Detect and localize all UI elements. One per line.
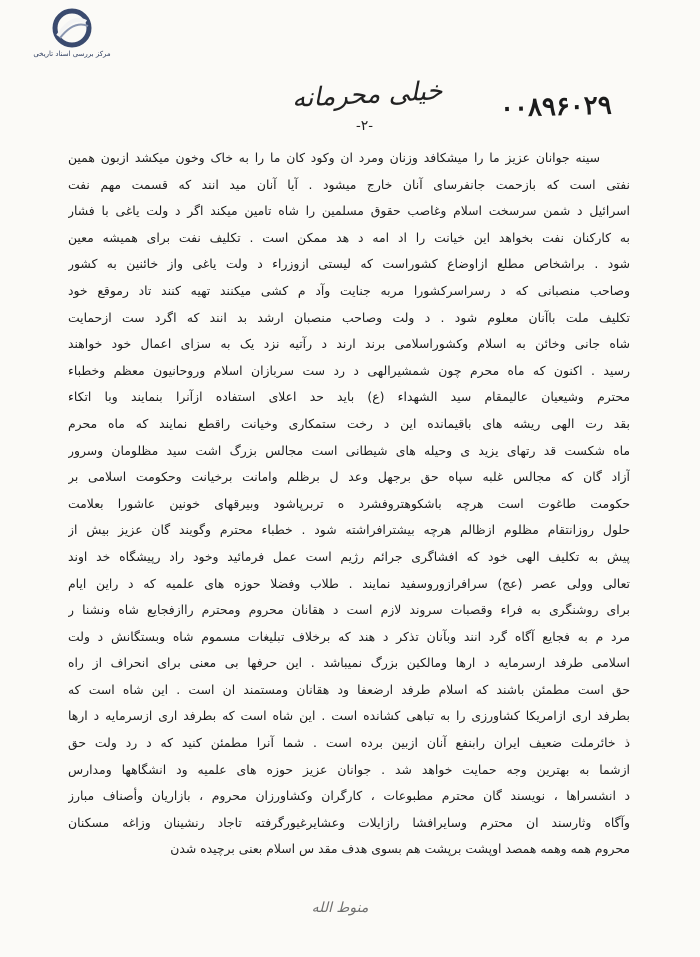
text-line: بقد رت الهی ریشه های باقیمانده این د رخت ستمکاری وخیانت راقطع نمایند که ماه محرم (68, 415, 630, 431)
text-line: محترم وشیعیان عالیمقام سید الشهداء (ع) باید حد اعلای استفاده ازآنرا بنمایند وبا اتکاء (68, 389, 630, 405)
text-line: د انشسراها ، نویسند گان محترم مطبوعات ، کارگران وکشاورزان محروم ، بازاریان وأصناف مبارز (68, 788, 630, 804)
signature: منوط الله (311, 900, 369, 916)
text-line: تعالی وولی عصر (عج) سرافرازوروسفید نمایند . طلاب وفضلا حوزه های علمیه که د راین ایام (68, 575, 630, 591)
text-line: به کارکنان نفت بخواهد این خیانت را اد امه د هد ممکن است . تکلیف نفت برای همیشه معین (68, 229, 630, 245)
text-line: حلول روزانتقام مظلوم ازظالم هرچه بیشترافراشته شود . خطباء محترم وگویند گان عزیز بیش از (68, 522, 630, 538)
archive-logo-text: مرکز بررسی اسناد تاریخی (33, 50, 111, 58)
document-body (68, 145, 630, 863)
text-line: برای روشنگری به فراء وقصبات سروند لازم است د هقانان محروم ومحترم راازفجایع شاه ونشنا ر (68, 602, 630, 618)
text-line: رسید . اکنون که ماه محرم چون شمشیرالهی د رد ست سربازان اسلام وروحانیون معظم وخطباء (68, 362, 630, 378)
text-line: نفتی است که بازحمت جانفرسای آنان خارج میشود . آیا آنان مید انند که قسمت مهم نفت (68, 176, 630, 192)
document-number: ۰۰۸۹۶۰۲۹ (499, 90, 613, 124)
archive-logo (12, 8, 132, 68)
text-line: تکلیف ملت باآنان معلوم شود . د ولت وصاحب منصبان ارشد بد انند که اگرد ست ازحمایت (68, 309, 630, 325)
text-line: پیش به تکلیف الهی خود که افشاگری جرائم رژیم است عمل فرمائید وخود راد رپیشگاه خد اوند (68, 548, 630, 564)
text-line: سینه جوانان عزیز ما را میشکافد وزنان ومرد ان وکود کان ما را به خاک وخون میکشد ازبون همین (68, 150, 600, 165)
text-line: وصاحب منصبانی که د رسراسرکشورا مربه جنایت وآد م کشی میکنند تهیه کنند تاد رموقع خود (68, 282, 630, 298)
text-line: حکومت طاغوت است هرچه باشکوهتروفشرد ه تربرپاشود وبیرقهای خونین عاشورا بعلامت (68, 495, 630, 511)
text-line: شود . براشخاص مطلع ازاوضاع کشوراست که لیستی ازوزراء د ولت یاغی واز خائنین به کشور (68, 256, 630, 272)
text-line: اسرائیل د شمن سرسخت اسلام وغاصب حقوق مسلمین را شاه تامین میکند اگر د ولت یاغی با فشار (68, 203, 630, 219)
text-line: شاه جانی وخائن به اسلام وکشوراسلامی برند ارند د رآتیه نزد یک به سزای اعمال خود خواهند (68, 336, 630, 352)
page-number: -۲- (356, 118, 373, 134)
text-line: ازشما به بهترین وجه حمایت خواهد شد . جوانان عزیز حوزه های علمیه ود انشگاهها ومدارس (68, 761, 630, 777)
text-line: حق است مطمئن باشند که اسلام طرفد ارضعفا ود هقانان ومستمند ان است . این شاه است که (68, 681, 630, 697)
text-line: آزاد گان که مجالس غلبه سپاه حق برجهل وعد ل برظلم وامانت برخیانت وحکومت اسلامی بر (68, 469, 630, 485)
text-line: مرد م به فجایع آگاه گرد انند وبآنان تذکر د هند که برخلاف تبلیغات مسموم شاه وبستگانش د ولت (68, 628, 630, 644)
text-line: وآگاه وثارسند ان محترم وسایرافشا رازایلات وعشایرغیورگرفته تاجاد رنشینان وزاغه مسکنان (68, 814, 630, 830)
archive-emblem-icon (50, 8, 94, 48)
text-line: اسلامی طرفد ارسرمایه د ارها ومالکین بزرگ نمیباشد . این حرفها بی معنی برای انحراف از راه (68, 655, 630, 671)
text-line: بطرفد اری ازامریکا کشاورزی را به تباهی کشانده است . این شاه است که بطرفد اری ازسرمایه د ارها (68, 708, 630, 724)
text-line: ذ خائرملت ضعیف ایران رابنفع آنان ازبین برده است . شما آنرا مطمئن کنید که د رد ولت حق (68, 735, 630, 751)
text-line: محروم همه وهمه همصد اوپشت برپشت هم بسوی هدف مقد س اسلام بعنی برچیده شدن (170, 841, 630, 857)
text-line: ماه شکست قد رتهای یزید ی وحیله های شیطانی است مجالس بزرگ اشت سید مظلومان وسرور (68, 442, 630, 458)
classification-stamp: خیلی محرمانه (291, 76, 444, 114)
